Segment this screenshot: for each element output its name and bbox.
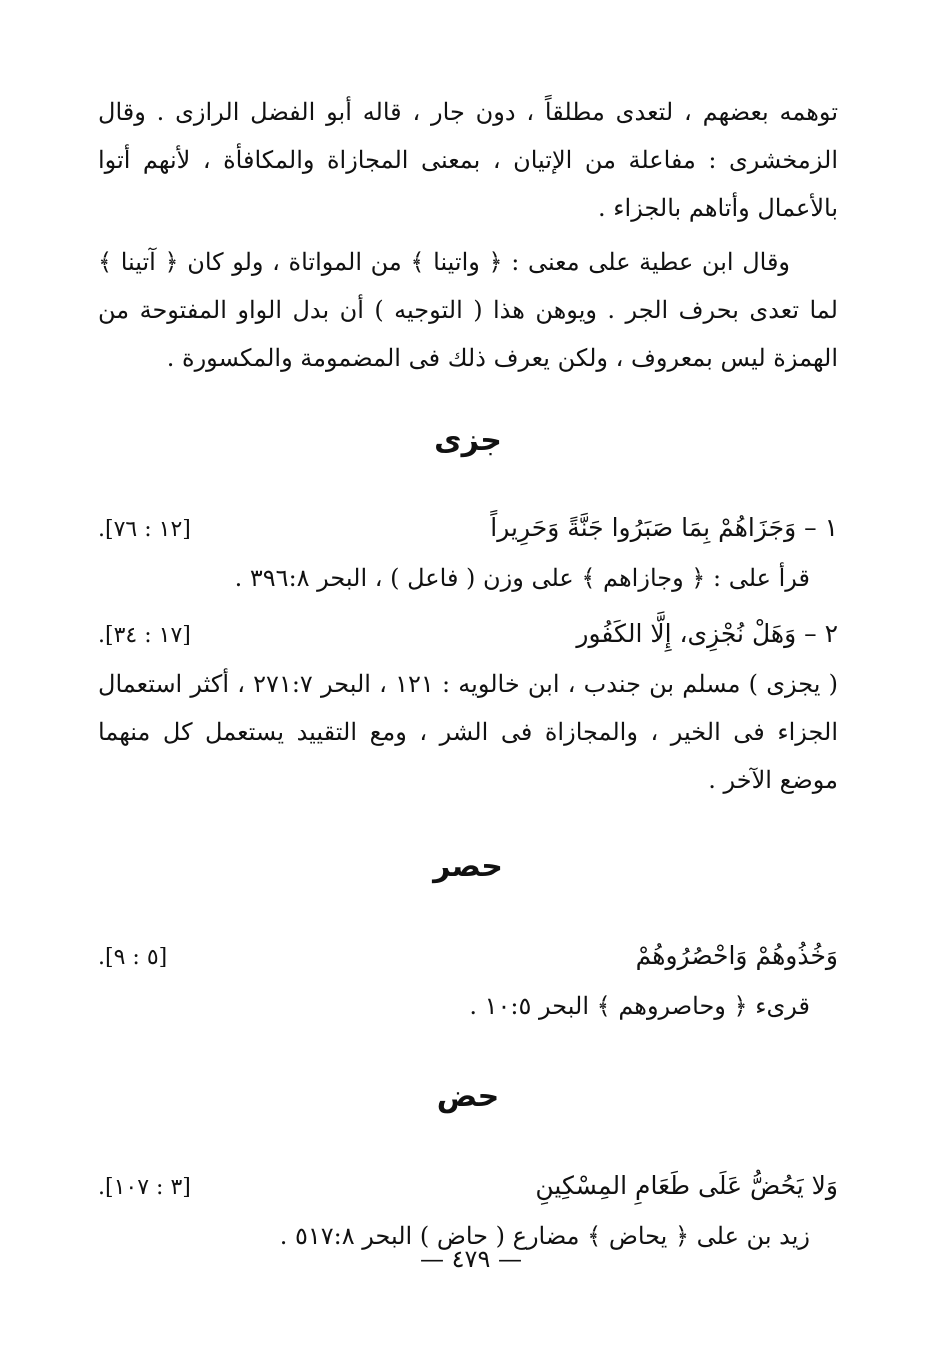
- page-number: — ٤٧٩ —: [420, 1245, 522, 1273]
- verse-note: قرىء ﴿ وحاصروهم ﴾ البحر ١٠:٥ .: [469, 992, 810, 1020]
- verse-2: [98, 610, 838, 660]
- verse-text: ٢ – وَهَلْ نُجْزِى، إِلَّا الكَفُور: [576, 619, 838, 648]
- verse-reference: .[٣ : ١٠٧]: [98, 1175, 191, 1200]
- verse-4: [98, 1162, 838, 1212]
- verse-reference: .[١٢ : ٧٦]: [98, 517, 191, 542]
- intro-paragraph-2: وقال ابن عطية على معنى : ﴿ واتينا ﴾ من المواتاة ، ولو كان ﴿ آتينا ﴾ لما تعدى بحرف الجر . ويوهن هذا ( التوجيه ) أن بدل الواو المفتوحة من الهمزة ليس بمعروف ، ولكن يعرف ذلك فى المضمومة والمكسورة .: [98, 248, 838, 372]
- verse-text: ١ – وَجَزَاهُمْ بِمَا صَبَرُوا جَنَّةً وَحَرِيراً: [490, 513, 838, 542]
- verse-1: [98, 504, 838, 554]
- verse-note: زيد بن على ﴿ يحاض ﴾ مضارع ( حاض ) البحر ٥١٧:٨ .: [279, 1222, 810, 1250]
- intro-paragraph-1: توهمه بعضهم ، لتعدى مطلقاً ، دون جار ، قاله أبو الفضل الرازى . وقال الزمخشرى : مفاعلة من الإتيان ، بمعنى المجازاة والمكافأة ، لأنهم أتوا بالأعمال وأتاهم بالجزاء .: [98, 98, 838, 222]
- entry-heading-hadd: حض: [436, 1079, 500, 1114]
- verse-note: قرأ على : ﴿ وجازاهم ﴾ على وزن ( فاعل ) ، البحر ٣٩٦:٨ .: [234, 564, 810, 592]
- entry-heading-hasr: حصر: [433, 849, 503, 884]
- entry-heading-jaza: جزى: [434, 423, 502, 458]
- verse-reference: .[١٧ : ٣٤]: [98, 623, 191, 648]
- verse-reference: .[٥ : ٩]: [98, 945, 168, 970]
- verse-text: وَلا يَحُضُّ عَلَى طَعَامِ المِسْكِينِ: [535, 1171, 838, 1200]
- verse-text: وَخُذُوهُمْ وَاحْصُرُوهُمْ: [635, 941, 838, 970]
- verse-3: [98, 932, 838, 982]
- verse-note: ( يجزى ) مسلم بن جندب ، ابن خالويه : ١٢١ ، البحر ٢٧١:٧ ، أكثر استعمال الجزاء فى الخير ، والمجازاة فى الشر ، ومع التقييد يستعمل كل منهما موضع الآخر .: [98, 670, 838, 794]
